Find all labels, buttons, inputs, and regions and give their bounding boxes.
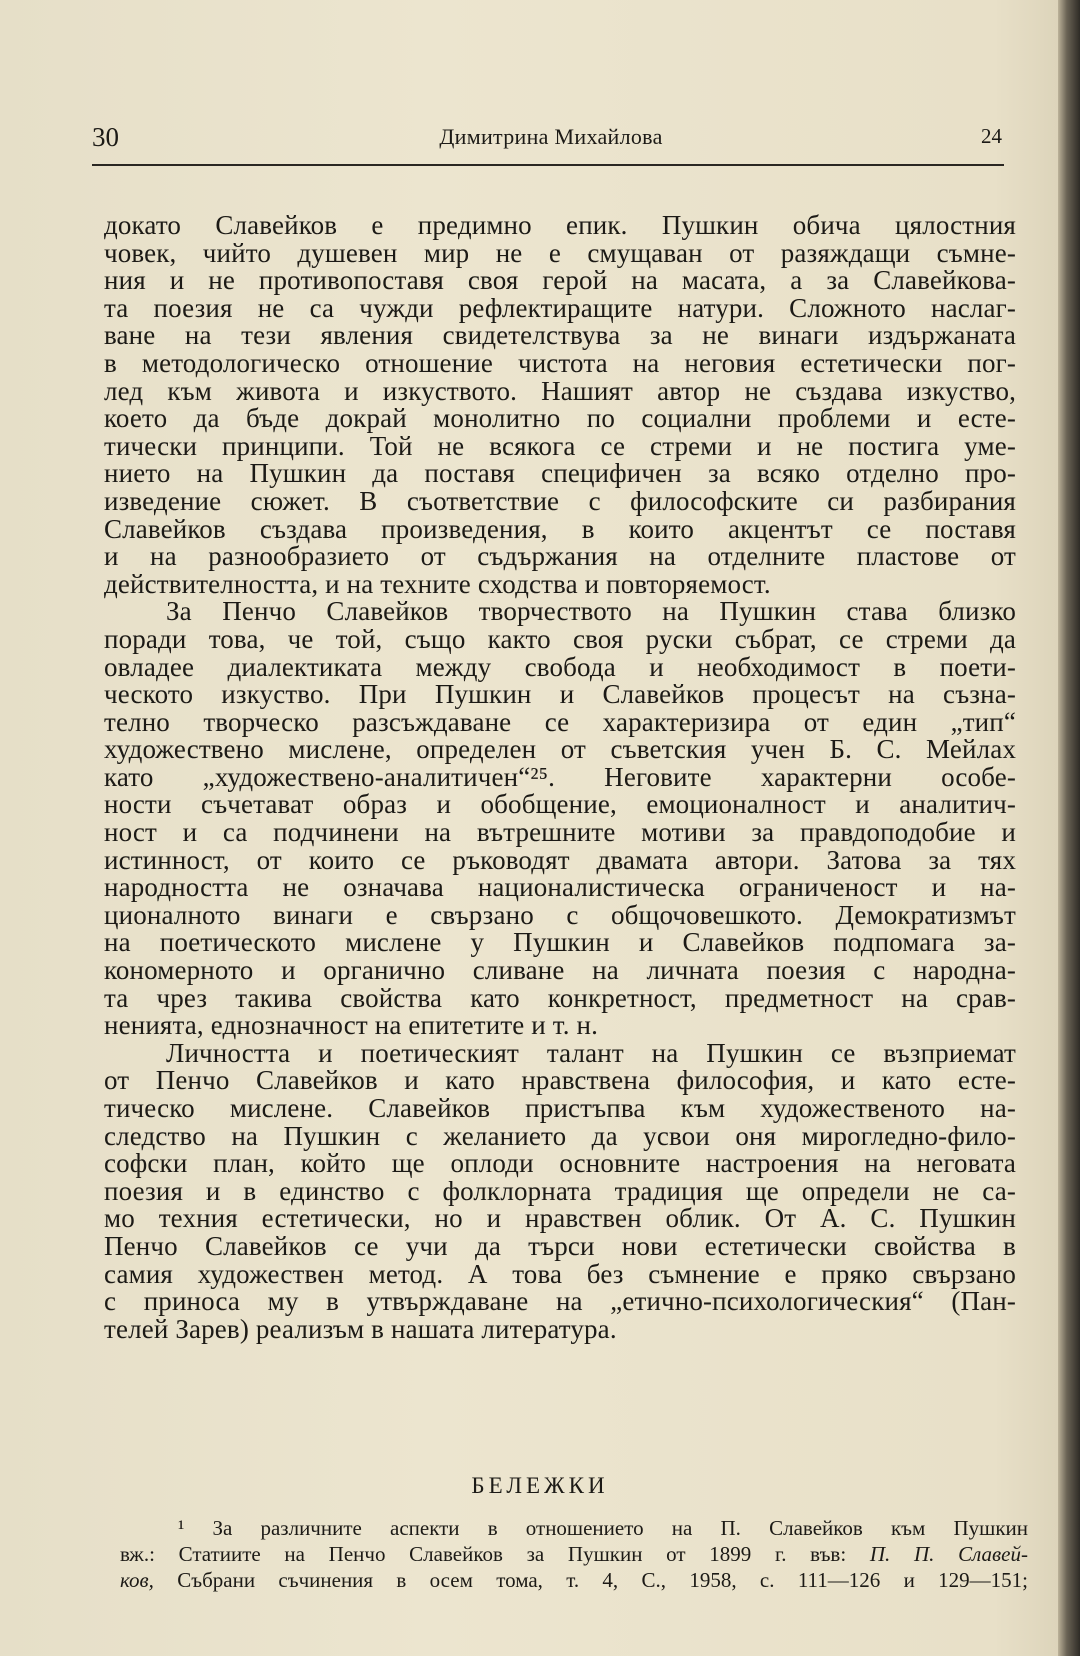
text-line: докато Славейков е предимно епик. Пушкин обича цялостния bbox=[104, 210, 1016, 240]
footnote-text: Събрани съчинения в осем тома, т. 4, С., 1958, с. 111—126 и 129—151; bbox=[153, 1568, 1028, 1592]
footnote-line bbox=[120, 1567, 1028, 1593]
text-line: действителността, и на техните сходства и повторяемост. bbox=[104, 568, 771, 599]
footnote-author: ков, bbox=[120, 1568, 154, 1592]
volume-number: 24 bbox=[981, 124, 1002, 148]
text-line: като „художествено-аналитичен“²⁵. Неговите характерни особе- bbox=[104, 761, 1016, 792]
text-line: с приноса му в утвърждаване на „етично-психологическия“ (Пан- bbox=[104, 1286, 1016, 1317]
body-text bbox=[104, 212, 1016, 1343]
page-number: 30 bbox=[92, 122, 119, 152]
text-line: та чрез такива свойства като конкретност, предметност на срав- bbox=[104, 982, 1016, 1013]
footnote-author: П. П. Славей- bbox=[869, 1542, 1028, 1566]
paragraph-1 bbox=[104, 212, 1016, 598]
text-line: ност и са подчинени на вътрешните мотиви за правдоподобие и bbox=[104, 817, 1016, 848]
text-line: народността не означава националистическа ограниченост и на- bbox=[104, 872, 1016, 903]
footnote-text: вж.: Статиите на Пенчо Славейков за Пушкин от 1899 г. във: bbox=[120, 1542, 870, 1566]
text-line: ненията, еднозначност на епитетите и т. н. bbox=[104, 1010, 599, 1041]
text-line: За Пенчо Славейков творчеството на Пушкин става близко bbox=[166, 596, 1016, 627]
text-line: ческото изкуство. При Пушкин и Славейков процесът на съзна- bbox=[104, 679, 1016, 710]
text-line: самия художествен метод. А това без съмнение е пряко свързано bbox=[104, 1258, 1016, 1289]
text-line: ционалното винаги е свързано с общочовешкото. Демократизмът bbox=[104, 899, 1016, 930]
text-line: поради това, че той, също както своя руски събрат, се стреми да bbox=[104, 623, 1016, 654]
text-line: което да бъде докрай монолитно по социални проблеми и есте- bbox=[104, 403, 1016, 434]
text-line: Славейков създава произведения, в които акцентът се поставя bbox=[104, 513, 1016, 544]
page-edge bbox=[1058, 0, 1080, 1656]
text-line: човек, чийто душевен мир не е смущаван от разяждащи съмне- bbox=[104, 237, 1016, 268]
text-line: в методологическо отношение чистота на неговия естетически пог- bbox=[104, 347, 1016, 378]
text-line: художествено мислене, определен от съветския учен Б. С. Мейлах bbox=[104, 734, 1016, 765]
text-line: телей Зарев) реализъм в нашата литература. bbox=[104, 1313, 617, 1344]
text-line: софски план, който ще оплоди основните настроения на неговата bbox=[104, 1148, 1016, 1179]
text-line: поезия и в единство с фолклорната традиция ще определи не са- bbox=[104, 1175, 1016, 1206]
text-line: мо техния естетически, но и нравствен облик. От А. С. Пушкин bbox=[104, 1203, 1016, 1234]
text-line: ване на тези явления свидетелствува за не винаги издържаната bbox=[104, 320, 1016, 351]
text-line: ния и не противопоставя своя герой на масата, а за Славейкова- bbox=[104, 265, 1016, 296]
text-line: та поезия не са чужди рефлектиращите натури. Сложното наслаг- bbox=[104, 292, 1016, 323]
text-line: истинност, от които се ръководят двамата автори. Затова за тях bbox=[104, 844, 1016, 875]
text-line: ности съчетават образ и обобщение, емоционалност и аналитич- bbox=[104, 789, 1016, 820]
header-rule bbox=[92, 164, 1004, 166]
notes-heading: БЕЛЕЖКИ bbox=[471, 1473, 609, 1498]
text-line: телно творческо разсъждаване се характеризира от един „тип“ bbox=[104, 706, 1016, 737]
footnote-line bbox=[120, 1541, 1028, 1567]
text-line: изведение сюжет. В съответствие с философските си разбирания bbox=[104, 485, 1016, 516]
text-line: от Пенчо Славейков и като нравствена философия, и като есте- bbox=[104, 1065, 1016, 1096]
paragraph-2 bbox=[104, 598, 1016, 1040]
paragraph-3 bbox=[104, 1037, 1016, 1344]
text-line: овладее диалектиката между свобода и необходимост в поети- bbox=[104, 651, 1016, 682]
text-line: тическо мислене. Славейков пристъпва към художественото на- bbox=[104, 1093, 1016, 1123]
footnote-line: ¹ За различните аспекти в отношението на П. Славейков към Пушкин bbox=[178, 1516, 1028, 1540]
text-line: на поетическото мислене у Пушкин и Славейков подпомага за- bbox=[104, 927, 1016, 958]
footnotes bbox=[120, 1515, 1028, 1593]
text-line: Личността и поетическият талант на Пушкин се възприемат bbox=[166, 1037, 1016, 1068]
text-line: и на разнообразието от съдържания на отделните пластове от bbox=[104, 541, 1016, 572]
text-line: тически принципи. Той не всякога се стреми и не постига уме- bbox=[104, 430, 1016, 461]
text-line: лед към живота и изкуството. Нашият автор не създава изкуство, bbox=[104, 375, 1016, 406]
text-line: нието на Пушкин да поставя специфичен за всяко отделно про- bbox=[104, 458, 1016, 489]
text-line: Пенчо Славейков се учи да търси нови естетически свойства в bbox=[104, 1230, 1016, 1261]
running-title: Димитрина Михайлова bbox=[439, 124, 663, 149]
text-line: кономерното и органично сливане на личната поезия с народна- bbox=[104, 955, 1016, 986]
text-line: следство на Пушкин с желанието да усвои оня мирогледно-фило- bbox=[104, 1120, 1016, 1151]
